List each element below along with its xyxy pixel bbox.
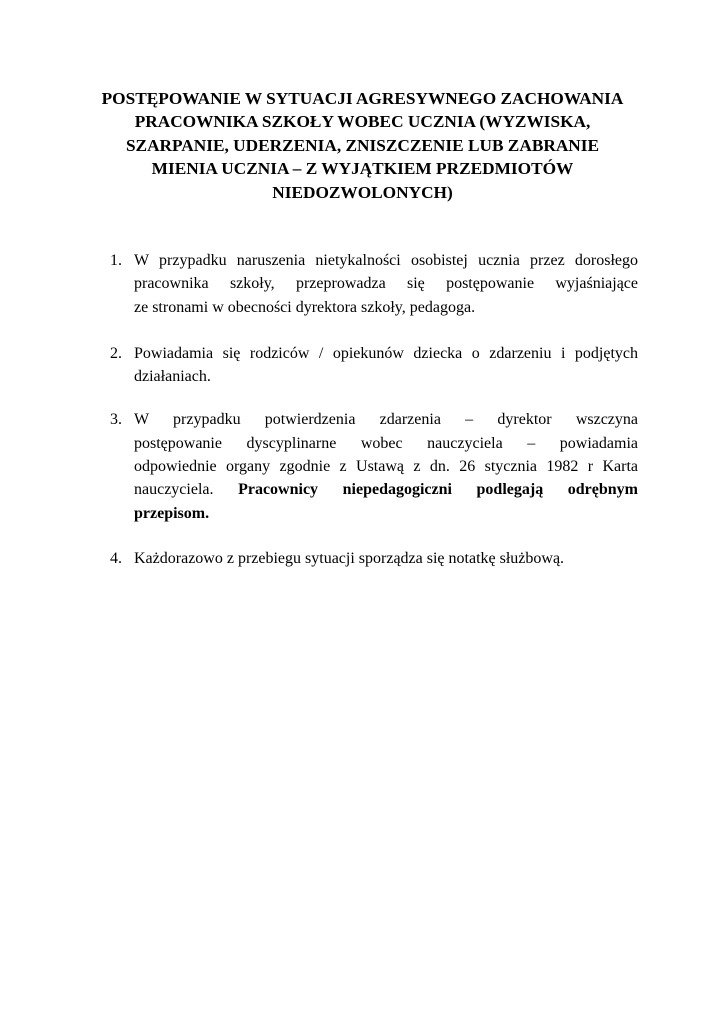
item-number: 1. — [110, 252, 122, 269]
list-item — [110, 408, 638, 524]
item-text-line: W przypadku potwierdzenia zdarzenia – dyrektor wszczyna — [134, 411, 638, 429]
list-item — [110, 342, 638, 389]
item-text-line: działaniach. — [134, 368, 211, 386]
item-text-line: pracownika szkoły, przeprowadza się postępowanie wyjaśniające — [134, 275, 638, 293]
procedure-list — [110, 249, 638, 570]
item-text-line: ze stronami w obecności dyrektora szkoły, pedagoga. — [134, 298, 476, 316]
title-line: PRACOWNIKA SZKOŁY WOBEC UCZNIA (WYZWISKA, — [134, 112, 591, 132]
title-line: POSTĘPOWANIE W SYTUACJI AGRESYWNEGO ZACHOWANIA — [101, 89, 624, 108]
item-number: 3. — [110, 411, 122, 429]
list-item — [110, 249, 638, 319]
item-text-line: W przypadku naruszenia nietykalności osobistej ucznia przez dorosłego — [134, 252, 638, 269]
list-item — [110, 547, 638, 570]
item-text-line — [134, 478, 638, 501]
item-text-line: postępowanie dyscyplinarne wobec nauczyciela – powiadamia — [134, 434, 638, 452]
item-text-line: odpowiednie organy zgodnie z Ustawą z dn. 26 stycznia 1982 r Karta — [134, 458, 638, 476]
item-text-line: Każdorazowo z przebiegu sytuacji sporządza się notatkę służbową. — [134, 549, 565, 567]
title-line: MIENIA UCZNIA – Z WYJĄTKIEM PRZEDMIOTÓW — [151, 159, 574, 179]
document-title — [84, 87, 641, 204]
item-number: 4. — [110, 549, 122, 567]
item-text-plain: nauczyciela. — [134, 481, 214, 499]
item-text-line: Powiadamia się rodziców / opiekunów dziecka o zdarzeniu i podjętych — [134, 344, 638, 362]
item-text-bold: Pracownicy niepedagogiczni podlegają odrębnym — [238, 481, 638, 499]
title-line: NIEDOZWOLONYCH) — [272, 182, 453, 202]
item-number: 2. — [110, 344, 122, 362]
item-text-bold: przepisom. — [134, 504, 210, 522]
title-line: SZARPANIE, UDERZENIA, ZNISZCZENIE LUB ZABRANIE — [125, 135, 600, 155]
